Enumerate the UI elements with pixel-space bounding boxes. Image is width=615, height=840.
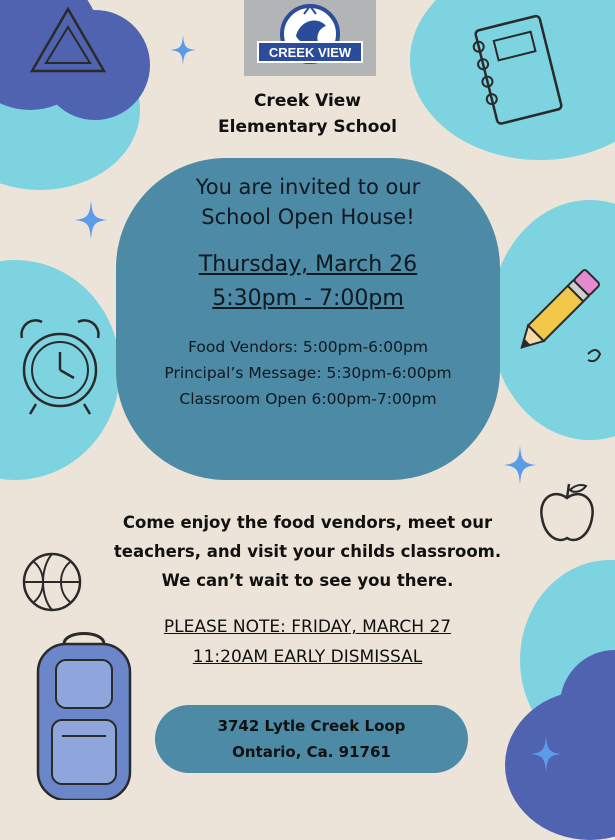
- message-line3: We can’t wait to see you there.: [161, 571, 454, 590]
- logo-text: CREEK VIEW: [268, 45, 352, 60]
- event-date: Thursday, March 26: [198, 252, 418, 277]
- note-line2: 11:20AM EARLY DISMISSAL: [192, 647, 423, 667]
- event-time: 5:30pm - 7:00pm: [212, 286, 404, 311]
- schedule-item-classroom: Classroom Open 6:00pm-7:00pm: [179, 390, 437, 408]
- sparkle-icon: [170, 35, 196, 65]
- message-line1: Come enjoy the food vendors, meet our: [122, 513, 493, 532]
- triangle-ruler-icon: [28, 5, 108, 77]
- school-name-line2: Elementary School: [218, 117, 397, 137]
- schedule-item-food: Food Vendors: 5:00pm-6:00pm: [188, 338, 428, 356]
- welcome-message: [0, 508, 615, 595]
- school-name-line1: Creek View: [253, 91, 362, 111]
- sparkle-icon: [503, 445, 537, 485]
- invitation-card: [116, 158, 500, 480]
- invite-line1: You are invited to our: [195, 175, 421, 199]
- dismissal-note: [0, 612, 615, 672]
- invite-line2: School Open House!: [201, 205, 415, 229]
- alarm-clock-icon: [10, 310, 110, 420]
- school-name: [0, 88, 615, 140]
- logo-emblem: [244, 0, 376, 76]
- school-logo: [244, 0, 376, 76]
- sparkle-icon: [74, 200, 108, 240]
- address-box: [155, 705, 468, 773]
- address-line1: 3742 Lytle Creek Loop: [217, 717, 406, 735]
- pencil-icon: [500, 262, 610, 372]
- address-line2: Ontario, Ca. 91761: [232, 743, 391, 761]
- schedule-item-principal: Principal’s Message: 5:30pm-6:00pm: [164, 364, 452, 382]
- sparkle-icon: [530, 735, 562, 773]
- note-line1: PLEASE NOTE: FRIDAY, MARCH 27: [163, 617, 452, 637]
- message-line2: teachers, and visit your childs classroom.: [113, 542, 502, 561]
